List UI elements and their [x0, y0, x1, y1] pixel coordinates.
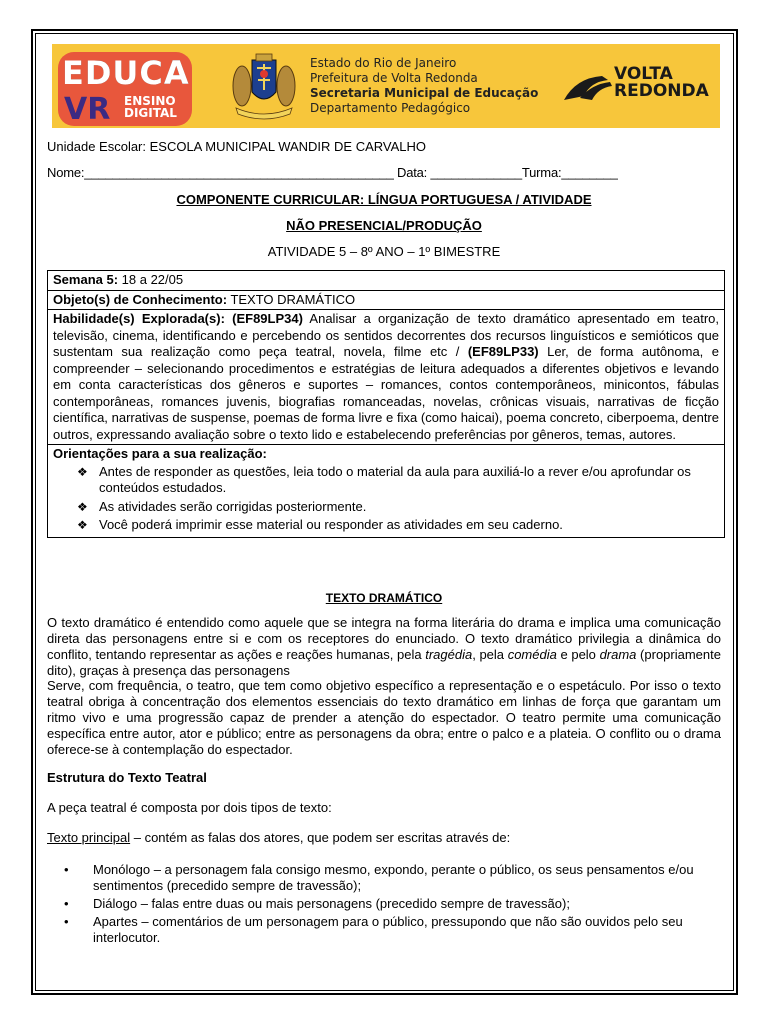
bullet-dot-icon: • — [64, 862, 69, 877]
dept-line-prefeitura: Prefeitura de Volta Redonda — [310, 71, 478, 85]
info-table — [47, 270, 725, 538]
logo-educa-text: EDUCA — [62, 54, 190, 92]
term-comedia: comédia — [507, 647, 557, 662]
bullet-dot-icon: • — [64, 896, 69, 911]
habilidade-text-2: Ler, de forma autônoma, e compreender – selecionando procedimentos e estratégias de leitura adequados a diferentes objetivos e levando em conta características dos gêneros e suportes – romances, contos contemporâneos, minicontos, fábulas contemporâneas, romances juvenis, biografias romanceadas, novelas, crônicas visuais, narrativas de ficção científica, narrativas de suspense, poemas de forma livre e fixa (como haicai), poema concreto, ciberpoema, dentre outros, expressando avaliação sobre o texto lido e estabelecendo preferências por gêneros, temas, autores. — [53, 344, 719, 442]
diamond-bullet-icon: ❖ — [77, 499, 88, 514]
habilidade-text-1: Analisar a organização de texto dramático apresentado em teatro, televisão, cinema, identificando e percebendo os sentidos decorrentes dos recursos linguísticos e semióticos que sustentam sua realização como peça teatral, novela, filme etc / — [53, 311, 719, 359]
volta-redonda-wordmark — [614, 66, 709, 100]
activity-subtitle: ATIVIDADE 5 – 8º ANO – 1º BIMESTRE — [267, 244, 501, 259]
composta-text: A peça teatral é composta por dois tipos de texto: — [47, 800, 332, 815]
objeto-value: TEXTO DRAMÁTICO — [227, 291, 356, 307]
term-tragedia: tragédia — [425, 647, 473, 662]
dept-line-state: Estado do Rio de Janeiro — [310, 56, 457, 70]
city-crest-icon — [228, 50, 300, 122]
term-drama: drama — [599, 647, 637, 662]
habilidade-code-1: (EF89LP34) — [232, 311, 303, 326]
dept-line-secretaria: Secretaria Municipal de Educação — [310, 86, 539, 100]
list-item: • Diálogo – falas entre duas ou mais personagens (precedido sempre de travessão); — [64, 896, 570, 911]
school-unit: Unidade Escolar: ESCOLA MUNICIPAL WANDIR DE CARVALHO — [47, 139, 427, 154]
logo-digital-text: DIGITAL — [124, 106, 177, 120]
redonda-word: REDONDA — [614, 81, 709, 101]
orientacao-item: ❖ Você poderá imprimir esse material ou responder as atividades em seu caderno. — [77, 517, 563, 532]
row-habilidade — [48, 310, 724, 445]
logo-ensino-text: ENSINO — [124, 94, 176, 108]
list-item: • Apartes – comentários de um personagem para o público, pressupondo que não são ouvidos pelo seu interlocutor. — [64, 914, 683, 945]
title-component: COMPONENTE CURRICULAR: LÍNGUA PORTUGUESA / ATIVIDADE — [176, 192, 592, 207]
title-modality: NÃO PRESENCIAL/PRODUÇÃO — [286, 218, 482, 233]
list-item: • Monólogo – a personagem fala consigo mesmo, expondo, perante o público, os seus pensamentos e/ou sentimentos (precedido sempre de travessão); — [64, 862, 694, 893]
logo-ensino-digital — [124, 95, 177, 119]
semana-label: Semana 5: — [53, 272, 119, 287]
paragraph-teatro: Serve, com frequência, o teatro, que tem como objetivo específico a representação e o espetáculo. Por isso o texto teatral obriga à concentração dos elementos essenciais do texto dramático em linhas de força que garantam um ritmo vivo e uma progressão capaz de prender a atenção do espectador. O teatro permite uma comunicação específica entre autor, ator e público; entre as personagens da obra; entre o palco e a plateia. O conflito ou o drama oferece-se à contemplação do espectador. — [47, 678, 721, 757]
orientacao-item: ❖ Antes de responder as questões, leia todo o material da aula para auxiliá-lo a rever e/ou aprofundar os conteúdos estudados. — [77, 463, 691, 495]
habilidade-label: Habilidade(s) Explorada(s): — [53, 311, 225, 326]
diamond-bullet-icon: ❖ — [77, 464, 88, 479]
texto-principal-rest: – contém as falas dos atores, que podem ser escritas através de: — [130, 830, 511, 845]
department-lines — [310, 56, 538, 116]
orientacoes-list — [53, 464, 719, 534]
row-objeto — [48, 291, 724, 311]
row-semana — [48, 271, 724, 291]
orientacao-item: ❖ As atividades serão corrigidas posteriormente. — [77, 498, 367, 514]
diamond-bullet-icon: ❖ — [77, 518, 88, 532]
logo-vr-text: VR — [64, 92, 111, 127]
semana-value: 18 a 22/05 — [118, 272, 184, 287]
estrutura-title: Estrutura do Texto Teatral — [47, 770, 207, 785]
orientacoes-label: Orientações para a sua realização: — [53, 446, 267, 461]
objeto-label: Objeto(s) de Conhecimento: — [53, 291, 228, 307]
volta-word: VOLTA — [614, 64, 673, 84]
name-date-class-line: Nome:____________________________________________ Data: _____________Turma:________ — [47, 165, 618, 180]
section-title: TEXTO DRAMÁTICO — [325, 591, 443, 605]
texto-principal-line — [47, 830, 510, 846]
bullet-dot-icon: • — [64, 914, 69, 929]
paragraph-intro: O texto dramático é entendido como aquele que se integra na forma literária do drama e implica uma comunicação direta das personagens entre si e com os receptores do enunciado. O texto dramático privilegia a dinâmica do conflito, tentando representar as ações e reações humanas, pela tragédia, pela comédia e pelo drama (propriamente dito), graças à presença das personagens — [47, 615, 721, 678]
habilidade-code-2: (EF89LP33) — [467, 344, 539, 359]
texto-principal-label: Texto principal — [47, 830, 131, 845]
fala-types-list — [47, 862, 721, 948]
row-orientacoes — [48, 445, 724, 537]
dept-line-departamento: Departamento Pedagógico — [310, 101, 471, 115]
